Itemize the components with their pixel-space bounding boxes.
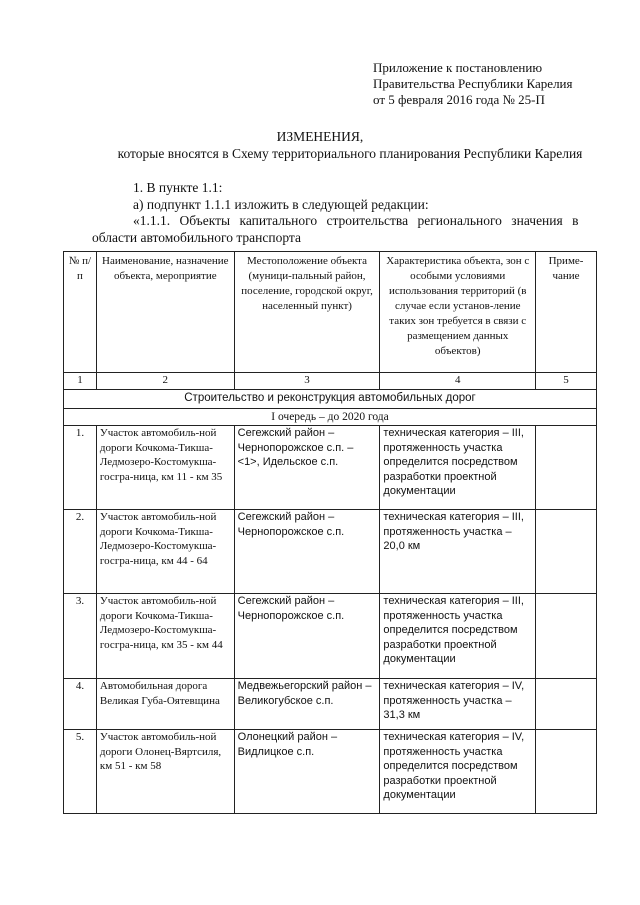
table-row: [64, 730, 597, 814]
objects-table: [63, 251, 597, 814]
paragraph: 1. В пункте 1.1:: [133, 180, 223, 195]
column-number: 4: [380, 373, 536, 390]
object-name: Участок автомобиль-ной дороги Олонец-Вяртсиля, км 51 - км 58: [96, 730, 234, 814]
row-number: 3.: [64, 594, 97, 679]
approval-line: от 5 февраля 2016 года № 25-П: [373, 92, 545, 107]
header-cell-characteristics: Характеристика объекта, зон с особыми условиями использования территорий (в случае если установ-ление таких зон требуется в связи с размещением данных объектов): [380, 252, 536, 373]
object-note: [536, 426, 597, 510]
table-row: [64, 594, 597, 679]
header-cell-note: Приме-чание: [536, 252, 597, 373]
object-location: Сегежский район – Чернопорожское с.п.: [234, 594, 380, 679]
section-row: [64, 390, 597, 409]
approval-line: Приложение к постановлению: [373, 60, 543, 75]
object-location: Медвежьегорский район – Великогубское с.п.: [234, 679, 380, 730]
object-note: [536, 679, 597, 730]
object-location: Сегежский район – Чернопорожское с.п. – <1>, Идельское с.п.: [234, 426, 380, 510]
paragraph: области автомобильного транспорта: [92, 230, 301, 245]
table-row: [64, 510, 597, 594]
table-header-row: [64, 252, 597, 373]
object-characteristics: техническая категория – III, протяженность участка определится посредством разработки проектной документации: [380, 426, 536, 510]
object-note: [536, 730, 597, 814]
object-location: Сегежский район – Чернопорожское с.п.: [234, 510, 380, 594]
document-title: ИЗМЕНЕНИЯ,: [276, 129, 364, 144]
stage-row: [64, 409, 597, 426]
row-number: 2.: [64, 510, 97, 594]
object-name: Автомобильная дорога Великая Губа-Оятевщина: [96, 679, 234, 730]
approval-line: Правительства Республики Карелия: [373, 76, 573, 91]
object-characteristics: техническая категория – IV, протяженность участка определится посредством разработки проектной документации: [380, 730, 536, 814]
object-characteristics: техническая категория – III, протяженность участка определится посредством разработки проектной документации: [380, 594, 536, 679]
object-name: Участок автомобиль-ной дороги Кочкома-Тикша-Ледмозеро-Костомукша-госгра-ница, км 11 - км 35: [96, 426, 234, 510]
column-number: 2: [96, 373, 234, 390]
object-name: Участок автомобиль-ной дороги Кочкома-Тикша-Ледмозеро-Костомукша-госгра-ница, км 35 - км 44: [96, 594, 234, 679]
object-name: Участок автомобиль-ной дороги Кочкома-Тикша-Ледмозеро-Костомукша-госгра-ница, км 44 - 64: [96, 510, 234, 594]
paragraph: «1.1.1. Объекты капитального строительства регионального значения в: [133, 213, 579, 228]
object-note: [536, 510, 597, 594]
header-cell-number: № п/п: [64, 252, 97, 373]
section-heading: Строительство и реконструкция автомобильных дорог: [64, 390, 597, 409]
table-row: [64, 679, 597, 730]
row-number: 1.: [64, 426, 97, 510]
document-subtitle: которые вносятся в Схему территориального планирования Республики Карелия: [117, 146, 583, 161]
paragraph: а) подпункт 1.1.1 изложить в следующей редакции:: [133, 197, 429, 212]
object-characteristics: техническая категория – IV, протяженность участка – 31,3 км: [380, 679, 536, 730]
object-characteristics: техническая категория – III, протяженность участка – 20,0 км: [380, 510, 536, 594]
table-row: [64, 426, 597, 510]
column-number: 5: [536, 373, 597, 390]
header-cell-location: Местоположение объекта (муници-пальный район, поселение, городской округ, населенный пункт): [234, 252, 380, 373]
object-location: Олонецкий район – Видлицкое с.п.: [234, 730, 380, 814]
header-cell-name: Наименование, назначение объекта, мероприятие: [96, 252, 234, 373]
column-number: 1: [64, 373, 97, 390]
approval-block: [373, 60, 573, 108]
column-number-row: [64, 373, 597, 390]
row-number: 5.: [64, 730, 97, 814]
object-note: [536, 594, 597, 679]
stage-heading: I очередь – до 2020 года: [64, 409, 597, 426]
row-number: 4.: [64, 679, 97, 730]
column-number: 3: [234, 373, 380, 390]
